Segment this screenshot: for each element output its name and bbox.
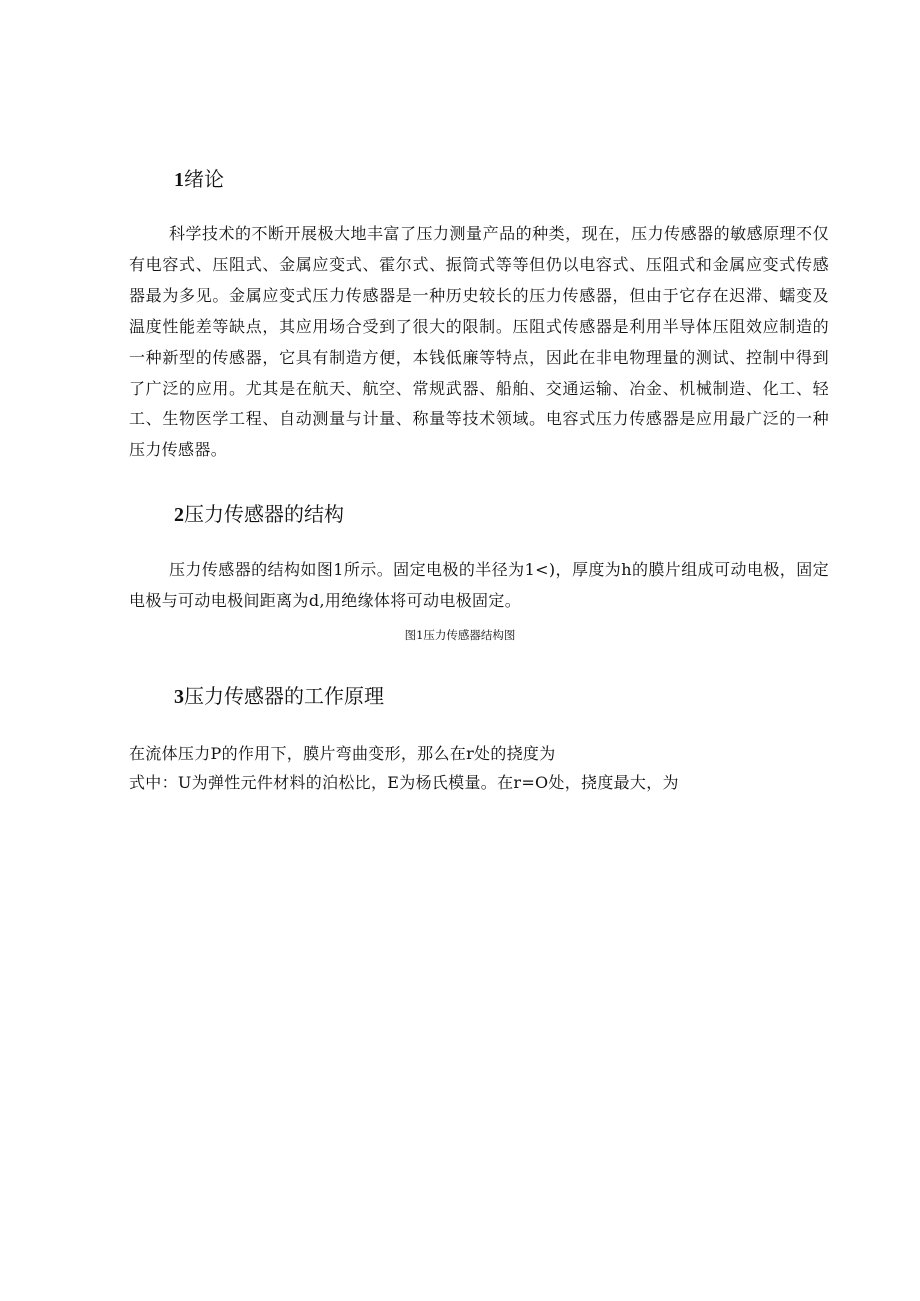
section-1-paragraph: 科学技术的不断开展极大地丰富了压力测量产品的种类，现在，压力传感器的敏感原理不仅有电容式、压阻式、金属应变式、霍尔式、振筒式等等但仍以电容式、压阻式和金属应变式传感器最为多见。金属应变式压力传感器是一种历史较长的压力传感器，但由于它存在迟滞、蠕变及温度性能差等缺点，其应用场合受到了很大的限制。压阻式传感器是利用半导体压阻效应制造的一种新型的传感器，它具有制造方便，本钱低廉等特点，因此在非电物理量的测试、控制中得到了广泛的应用。尤其是在航天、航空、常规武器、船舶、交通运输、冶金、机械制造、化工、轻工、生物医学工程、自动测量与计量、称量等技术领域。电容式压力传感器是应用最广泛的一种压力传感器。 [129, 224, 829, 460]
figure-1-caption: 图1压力传感器结构图 [404, 628, 516, 642]
section-2-title: 压力传感器的结构 [184, 502, 344, 526]
section-1-title: 绪论 [184, 167, 224, 191]
section-3-number: 3 [174, 686, 184, 708]
section-2-heading [174, 500, 344, 529]
section-1-number: 1 [174, 169, 184, 191]
section-3-line-2: 式中：U为弹性元件材料的泊松比，E为杨氏模量。在r=O处，挠度最大，为 [129, 773, 679, 792]
section-2-number: 2 [174, 504, 184, 526]
section-3-title: 压力传感器的工作原理 [184, 684, 384, 708]
section-3-heading [174, 682, 384, 711]
section-3-line-1: 在流体压力P的作用下，膜片弯曲变形，那么在r处的挠度为 [129, 744, 556, 763]
section-2-paragraph: 压力传感器的结构如图1所示。固定电极的半径为1<)，厚度为h的膜片组成可动电极，固定电极与可动电极间距离为d,用绝缘体将可动电极固定。 [129, 560, 829, 610]
section-1-heading [174, 165, 224, 194]
